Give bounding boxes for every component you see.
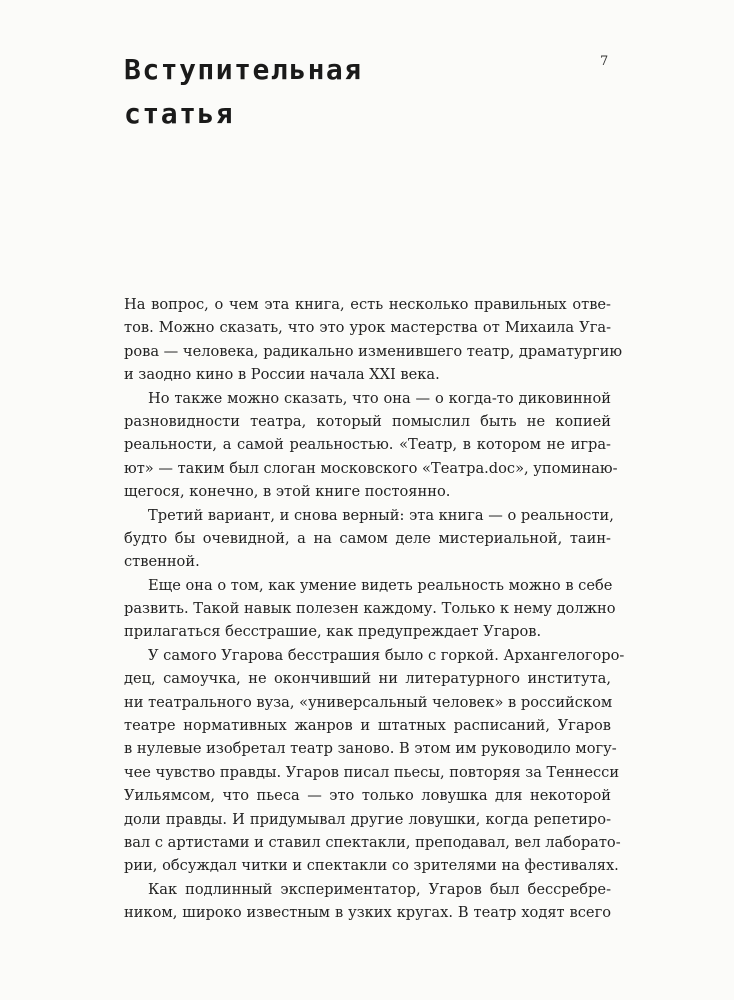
- page-title: [124, 48, 564, 136]
- text-line: На вопрос, о чем эта книга, есть несколько правильных отве-: [124, 296, 611, 313]
- text-line: чее чувство правды. Угаров писал пьесы, повторяя за Теннесси: [124, 763, 620, 781]
- page-number: 7: [600, 54, 609, 69]
- text-line: ют» — таким был слоган московского «Театра.doc», упоминаю-: [124, 459, 618, 477]
- text-line: доли правды. И придумывал другие ловушки, когда репетиро-: [124, 810, 611, 828]
- text-line: Но также можно сказать, что она — о когда-то диковинной: [148, 389, 611, 407]
- text-line: реальности, а самой реальностью. «Театр, в котором не игра-: [124, 436, 611, 454]
- page-title-line-2: статья: [124, 97, 235, 130]
- text-line: ником, широко известным в узких кругах. В театр ходят всего: [124, 904, 611, 922]
- text-line: прилагаться бесстрашие, как предупреждает Угаров.: [124, 623, 542, 641]
- text-line: разновидности театра, который помыслил быть не копией: [124, 412, 611, 430]
- text-line: щегося, конечно, в этой книге постоянно.: [124, 483, 451, 501]
- text-line: Как подлинный экспериментатор, Угаров был бессребре-: [148, 880, 611, 898]
- text-line: будто бы очевидной, а на самом деле мистериальной, таин-: [124, 529, 611, 547]
- text-line: в нулевые изобретал театр заново. В этом им руководило могу-: [124, 740, 617, 758]
- text-line: развить. Такой навык полезен каждому. Только к нему должно: [124, 600, 616, 618]
- text-line: и заодно кино в России начала XXI века.: [124, 366, 440, 384]
- text-line: дец, самоучка, не окончивший ни литературного института,: [124, 670, 611, 688]
- text-line: вал с артистами и ставил спектакли, преподавал, вел лаборато-: [124, 833, 621, 851]
- text-line: рии, обсуждал читки и спектакли со зрителями на фестивалях.: [124, 857, 619, 875]
- text-line: ственной.: [124, 553, 200, 571]
- text-line: ни театрального вуза, «универсальный человек» в российском: [124, 693, 613, 711]
- text-line: рова — человека, радикально изменившего театр, драматургию: [124, 342, 623, 360]
- text-line: Третий вариант, и снова верный: эта книга — о реальности,: [148, 506, 614, 524]
- text-line: театре нормативных жанров и штатных расписаний, Угаров: [124, 717, 611, 735]
- text-line: Еще она о том, как умение видеть реальность можно в себе: [148, 576, 613, 594]
- text-line: У самого Угарова бесстрашия было с горкой. Архангелогоро-: [148, 646, 625, 664]
- text-line: тов. Можно сказать, что это урок мастерства от Михаила Уга-: [124, 319, 611, 337]
- body-text: [124, 293, 625, 925]
- text-line: Уильямсом, что пьеса — это только ловушка для некоторой: [124, 787, 611, 805]
- page-title-line-1: Вступительная: [124, 53, 363, 86]
